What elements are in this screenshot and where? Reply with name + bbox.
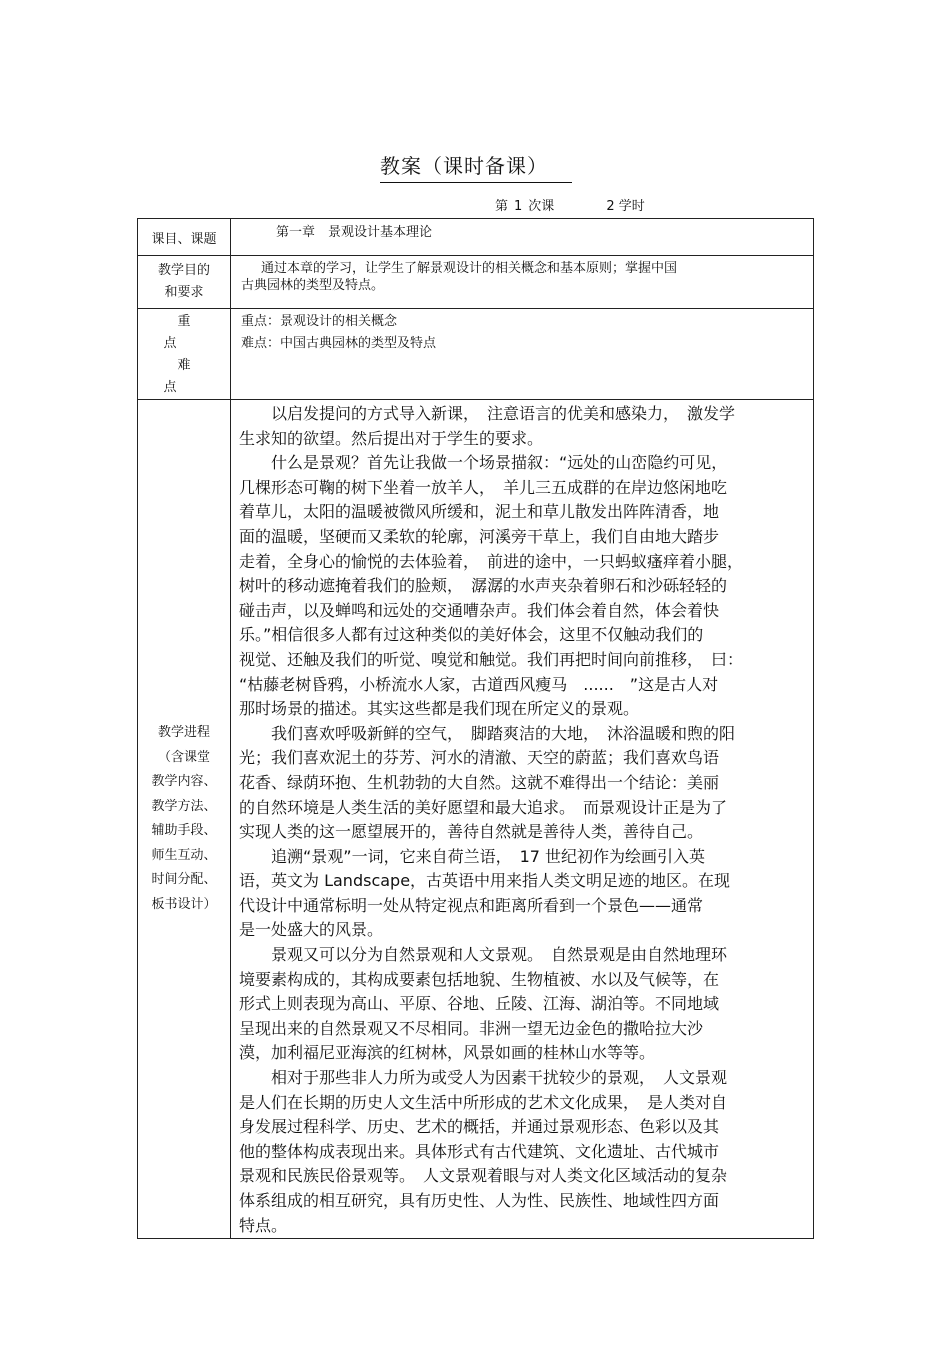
topic-label: 课目、课题 bbox=[151, 232, 217, 247]
objectives-value-cell bbox=[231, 256, 814, 309]
body-line: 景观又可以分为自然景观和人文景观。 自然景观是由自然地理环 bbox=[271, 945, 728, 965]
process-label-cell bbox=[138, 400, 231, 1239]
focus-row bbox=[138, 309, 814, 400]
objectives-row bbox=[138, 256, 814, 309]
lesson-plan-table bbox=[137, 218, 814, 1239]
body-line: 乐。”相信很多人都有过这种类似的美好体会，这里不仅触动我们的 bbox=[239, 625, 704, 645]
objectives-label-line1: 教学目的 bbox=[157, 263, 210, 278]
process-body bbox=[231, 400, 813, 1238]
key-point: 重点：景观设计的相关概念 bbox=[241, 314, 398, 329]
body-line: 走着，全身心的愉悦的去体验着， 前进的途中，一只蚂蚁瘙痒着小腿， bbox=[239, 551, 744, 571]
body-line: 相对于那些非人力所为或受人为因素干扰较少的景观， 人文景观 bbox=[271, 1068, 728, 1088]
body-line: 以启发提问的方式导入新课， 注意语言的优美和感染力， 激发学 bbox=[271, 404, 736, 423]
body-line: 特点。 bbox=[239, 1215, 288, 1235]
body-line: 花香、绿荫环抱、生机勃勃的大自然。这就不难得出一个结论：美丽 bbox=[239, 772, 720, 792]
body-line: 什么是景观？首先让我做一个场景描叙：“远处的山峦隐约可见， bbox=[271, 453, 728, 473]
body-line: 生求知的欲望。然后提出对于学生的要求。 bbox=[239, 428, 544, 448]
body-line: 境要素构成的，其构成要素包括地貌、生物植被、水以及气候等，在 bbox=[239, 969, 720, 989]
topic-value-cell bbox=[231, 219, 814, 256]
process-label-line: （含课堂 bbox=[157, 749, 210, 765]
body-line: 身发展过程科学、历史、艺术的概括，并通过景观形态、色彩以及其 bbox=[239, 1117, 720, 1137]
process-content-cell bbox=[231, 400, 814, 1239]
body-line: 几棵形态可鞠的树下坐着一放羊人， 羊儿三五成群的在岸边悠闲地吃 bbox=[239, 477, 728, 497]
body-line: 面的温暖，坚硬而又柔软的轮廓，河溪旁干草上，我们自由地大踏步 bbox=[239, 526, 720, 546]
process-label-line: 时间分配、 bbox=[151, 872, 217, 888]
body-line: 是一处盛大的风景。 bbox=[239, 920, 384, 940]
session-number: 1 bbox=[514, 199, 523, 214]
body-line: 碰击声，以及蝉鸣和远处的交通嘈杂声。我们体会着自然，体会着快 bbox=[239, 600, 720, 620]
process-label-line: 辅助手段、 bbox=[151, 823, 217, 839]
page-title: 教案（课时备课） bbox=[380, 152, 572, 183]
body-line: 体系组成的相互研究，具有历史性、人为性、民族性、地域性四方面 bbox=[239, 1191, 720, 1210]
body-line: 漠，加利福尼亚海滨的红树林，风景如画的桂林山水等等。 bbox=[239, 1043, 656, 1063]
objectives-line1: 通过本章的学习，让学生了解景观设计的相关概念和基本原则；掌握中国 bbox=[261, 261, 678, 276]
body-line: 那时场景的描述。其实这些都是我们现在所定义的景观。 bbox=[239, 699, 640, 719]
body-line: 树叶的移动遮掩着我们的脸颊， 潺潺的水声夹杂着卵石和沙砾轻轻的 bbox=[239, 576, 728, 596]
process-label-line: 教学方法、 bbox=[151, 798, 217, 814]
objectives-label-cell bbox=[138, 256, 231, 309]
body-line: 代设计中通常标明一处从特定视点和距离所看到一个景色——通常 bbox=[239, 895, 704, 915]
difficult-point: 难点：中国古典园林的类型及特点 bbox=[241, 336, 437, 351]
process-label bbox=[138, 721, 230, 917]
focus-label-cell bbox=[138, 309, 231, 400]
key-label: 重点 bbox=[163, 314, 219, 351]
session-info bbox=[495, 198, 645, 216]
session-suffix: 次课 bbox=[528, 199, 555, 214]
objectives-line2: 古典园林的类型及特点。 bbox=[241, 278, 385, 293]
body-line: 形式上则表现为高山、平原、谷地、丘陵、江海、湖泊等。不同地域 bbox=[239, 994, 720, 1014]
process-label-line: 教学进程 bbox=[157, 725, 210, 741]
body-line: 视觉、还触及我们的听觉、嗅觉和触觉。我们再把时间向前推移， 曰： bbox=[239, 649, 744, 669]
topic-value: 第一章 景观设计基本理论 bbox=[276, 225, 433, 240]
process-label-line: 师生互动、 bbox=[151, 847, 217, 863]
body-line: 实现人类的这一愿望展开的，善待自然就是善待人类，善待自己。 bbox=[239, 822, 704, 842]
difficult-label: 难点 bbox=[163, 358, 219, 395]
focus-value-cell bbox=[231, 309, 814, 400]
body-line: 语，英文为 Landscape，古英语中用来指人类文明足迹的地区。在现 bbox=[239, 871, 731, 891]
body-line: 他的整体构成表现出来。具体形式有古代建筑、文化遗址、古代城市 bbox=[239, 1141, 720, 1161]
body-line: 着草儿，太阳的温暖被微风所缓和，泥土和草儿散发出阵阵清香，地 bbox=[239, 502, 720, 522]
body-line: 是人们在长期的历史人文生活中所形成的艺术文化成果， 是人类对自 bbox=[239, 1092, 728, 1112]
topic-label-cell bbox=[138, 219, 231, 256]
body-line: 的自然环境是人类生活的美好愿望和最大追求。 而景观设计正是为了 bbox=[239, 797, 728, 817]
process-label-line: 板书设计） bbox=[151, 896, 217, 912]
process-label-line: 教学内容、 bbox=[151, 774, 217, 790]
process-row bbox=[138, 400, 814, 1239]
body-line: 光；我们喜欢泥土的芬芳、河水的清澈、天空的蔚蓝；我们喜欢鸟语 bbox=[239, 748, 720, 768]
body-line: “枯藤老树昏鸦，小桥流水人家，古道西风瘦马 ...... ”这是古人对 bbox=[239, 674, 719, 694]
body-line: 追溯“景观”一词，它来自荷兰语， 17 世纪初作为绘画引入英 bbox=[271, 846, 706, 866]
topic-row bbox=[138, 219, 814, 256]
objectives-label-line2: 和要求 bbox=[164, 285, 204, 300]
body-line: 景观和民族民俗景观等。 人文景观着眼与对人类文化区域活动的复杂 bbox=[239, 1166, 728, 1186]
session-hours: 2 学时 bbox=[606, 199, 645, 214]
body-line: 呈现出来的自然景观又不尽相同。非洲一望无边金色的撒哈拉大沙 bbox=[239, 1018, 704, 1038]
body-line: 我们喜欢呼吸新鲜的空气， 脚踏爽洁的大地， 沐浴温暖和煦的阳 bbox=[271, 723, 736, 743]
session-prefix: 第 bbox=[495, 199, 509, 214]
